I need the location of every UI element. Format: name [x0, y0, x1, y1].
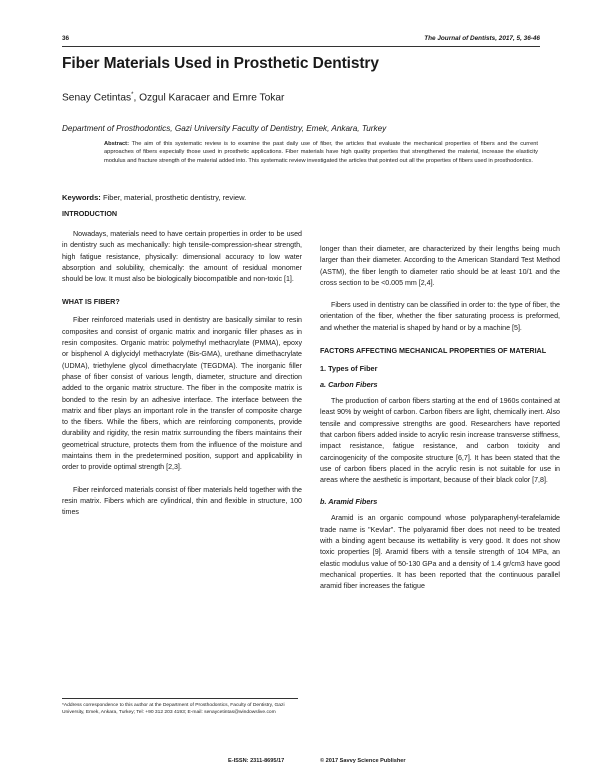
section-gap — [320, 334, 560, 346]
subsection-heading-aramid: b. Aramid Fibers — [320, 497, 378, 507]
affiliation: Department of Prosthodontics, Gazi University Faculty of Dentistry, Emek, Ankara, Turkey — [62, 124, 387, 133]
section-heading-introduction: INTRODUCTION — [62, 209, 118, 218]
abstract-text: The aim of this systematic review is to examine the past daily use of fiber, the articles that evaluate the mechanical properties of fibers and the current approaches of fibers especially those used in prosthetic applications. Fiber materials have high quality properties that strengthened the material, increase the elasticity modulus and fracture strength of the material added into. This systematic review investigated the articles that pointed out all the properties of fibers used in prosthodontics. — [104, 141, 538, 164]
keywords-label: Keywords: — [62, 193, 101, 202]
abstract — [104, 140, 538, 165]
subsection-heading-carbon: a. Carbon Fibers — [320, 380, 378, 390]
left-column — [62, 209, 302, 519]
first-author: Senay Cetintas — [62, 92, 132, 104]
footer-issn: E-ISSN: 2311-8695/17 — [228, 758, 285, 764]
classification-paragraph: Fibers used in dentistry can be classified in order to: the type of fiber, the orientation of the fiber, whether the fiber saturating process is preformed, and whether the material is shaped by hand or by a machine [5]. — [320, 301, 560, 332]
running-header — [62, 34, 540, 47]
correspondence-footnote: *Address correspondence to this author at the Department of Prosthodontics, Faculty of Dentistry, Gazi University, Emek, Ankara, Turkey; Tel: +90 312 203 4193; E-mail: senaycetintas@windowslive.com — [62, 698, 298, 716]
page-number: 36 — [62, 35, 70, 42]
aramid-fibers-paragraph: Aramid is an organic compound whose polyparaphenyl-terafelamide trade name is "Kevlar". The polyaramid fiber does not need to be treated with a binding agent because its wettability is very good. It does not show toxic properties [9]. Aramid fibers with a tensile strength of 104 MPa, an elastic modulus value of 50-130 GPa and a density of 1.4 gr/cm3 have good mechanical properties. It has been reported that the continuous parallel aramid fiber increases the fatigue — [320, 514, 560, 591]
section-heading-factors: FACTORS AFFECTING MECHANICAL PROPERTIES OF MATERIAL — [320, 346, 547, 356]
keywords-text: Fiber, material, prosthetic dentistry, review. — [100, 193, 247, 202]
introduction-paragraph: Nowadays, materials need to have certain properties in order to be used in dentistry such as mechanically: high tensile-compression-shear strength, high fatigue resistance, physically: dimensional accuracy to low water absorption and solubility, chemically: the amount of residual monomer should be low. It must also be biologically biocompatible and non-toxic [1]. — [62, 230, 302, 284]
corresponding-author-marker: * — [131, 92, 134, 98]
article-title: Fiber Materials Used in Prosthetic Dentistry — [62, 55, 379, 72]
keywords — [62, 193, 246, 202]
abstract-label: Abstract: — [104, 141, 129, 147]
continued-paragraph: longer than their diameter, are characterized by their lengths being much larger than their diameter. According to the American Standard Test Method (ASTM), the fiber length to diameter ratio should be at least 10/1 and the cross section to be <0.005 mm [2,4]. — [320, 245, 560, 287]
right-column — [320, 244, 560, 593]
other-authors: , Ozgul Karacaer and Emre Tokar — [133, 92, 285, 104]
what-is-fiber-paragraph-1: Fiber reinforced materials used in dentistry are basically similar to resin composites and consist of organic matrix and inorganic filler phases as in resin composites. Organic matrix: polymethyl methacrylate (PMMA), epoxy or bisphenol A diglycidyl methacrylate (Bis-GMA), urethane dimethacrylate (UDMA), triethylene glycol dimethacrylate (TEGDMA). The inorganic filler phase of fiber consist of various length, diameter, structure and direction added to the organic matrix structure. The fiber in the composite matrix is bonded to the resin by an adhesive interface. The interface between the matrix and fiber plays an important role in the transfer of composite charge to the fibers. While the fibers, which are reinforcing components, provide durability and rigidity, the resin matrix surrounding the fibers maintains their geometrical structure, protects them from the influence of the moisture and maintains them in the predetermined position, support and applicability in order to provide optimal strength [2,3]. — [62, 316, 302, 472]
section-gap — [62, 285, 302, 297]
section-heading-what-is-fiber: WHAT IS FIBER? — [62, 297, 120, 307]
footer-copyright: © 2017 Savvy Science Publisher — [320, 758, 406, 764]
journal-citation: The Journal of Dentists, 2017, 5, 36-46 — [424, 35, 540, 42]
author-list — [62, 92, 284, 103]
subsection-heading-types: 1. Types of Fiber — [320, 364, 378, 374]
what-is-fiber-paragraph-2: Fiber reinforced materials consist of fiber materials held together with the resin matrix. Fibers which are cylindrical, thin and flexible in structure, 100 times — [62, 485, 302, 517]
carbon-fibers-paragraph: The production of carbon fibers starting at the end of 1960s contained at least 90% by weight of carbon. Carbon fibers are light, chemically inert. Also tensile and compressive strengths are good. Researchers have reported that carbon fibers added inside to acrylic resin increase transverse stiffness, impact resistance, fatigue resistance, and carbon toxicity and carcinogenicity of the composite structure [6,7]. It has been stated that the use of carbon fibers placed in the acrylic resin is not suitable for use in areas where the aesthetic is important, because of their black color [7,8]. — [320, 397, 560, 485]
